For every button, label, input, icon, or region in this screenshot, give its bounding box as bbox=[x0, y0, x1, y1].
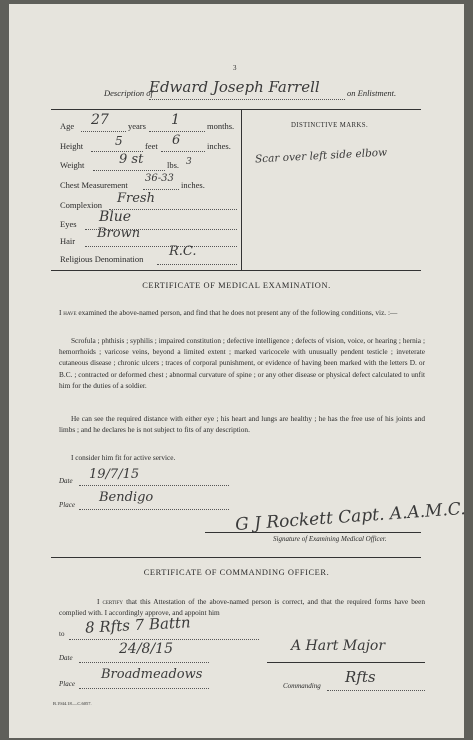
religion-label: Religious Denomination bbox=[60, 254, 144, 264]
medical-para-1-text: examined the above-named person, and find that he does not present any of the following conditions, viz. :— bbox=[78, 308, 398, 317]
commanding-para bbox=[59, 596, 425, 618]
medical-place-line bbox=[79, 509, 229, 510]
complexion-label: Complexion bbox=[60, 200, 103, 210]
hair-line bbox=[85, 246, 237, 247]
description-prefix: Description of bbox=[104, 88, 153, 98]
column-divider bbox=[241, 110, 242, 270]
medical-date-value: 19/7/15 bbox=[89, 467, 140, 482]
distinctive-marks-label: DISTINCTIVE MARKS. bbox=[291, 122, 369, 129]
medical-place-label: Place bbox=[59, 501, 75, 509]
commanding-label: Commanding bbox=[283, 682, 321, 690]
hair-label: Hair bbox=[60, 236, 76, 246]
feet-label: feet bbox=[145, 141, 158, 151]
commanding-place-line bbox=[79, 688, 209, 689]
commanding-date-line bbox=[79, 662, 209, 663]
age-label: Age bbox=[60, 121, 75, 131]
chest-unit: inches. bbox=[181, 180, 205, 190]
recruit-name: Edward Joseph Farrell bbox=[149, 78, 320, 96]
commanding-date-label: Date bbox=[59, 654, 73, 662]
height-feet: 5 bbox=[115, 134, 123, 148]
description-suffix: on Enlistment. bbox=[347, 88, 397, 98]
commanding-place-label: Place bbox=[59, 680, 75, 688]
officer-signature: A Hart Major bbox=[291, 638, 386, 654]
medical-para-2: Scrofula ; phthisis ; syphilis ; impaired constitution ; defective intelligence ; defects of vision, voice, or hearing ; hernia ; hemorrhoids ; varicose veins, beyond a limited extent ; marked varicocele with unusually pendent testicle ; inveterate cutaneous disease ; chronic ulcers ; traces of corporal punishment, or evidence of having been marked with the letters D. or B.C. ; contracted or deformed chest ; abnormal curvature of spine ; or any other disease or physical defect calculated to unfit him for the duties of a soldier. bbox=[59, 336, 425, 390]
religion-value: R.C. bbox=[169, 244, 197, 259]
eyes-label: Eyes bbox=[60, 219, 77, 229]
top-rule bbox=[51, 109, 421, 110]
medical-para-3: He can see the required distance with either eye ; his heart and lungs are healthy ; he has the free use of his joints and limbs ; and he declares he is not subject to fits of any description. bbox=[59, 414, 425, 435]
medical-date-line bbox=[79, 485, 229, 486]
age-months: 1 bbox=[171, 112, 180, 128]
commanding-date-value: 24/8/15 bbox=[119, 641, 173, 657]
page-number: 3 bbox=[233, 64, 237, 72]
medical-officer-signature: G J Rockett Capt. A.A.M.C. bbox=[234, 498, 467, 536]
commanding-line bbox=[327, 690, 425, 691]
hair-value: Brown bbox=[97, 226, 141, 241]
eyes-value: Blue bbox=[99, 209, 132, 225]
medical-certificate-title: CERTIFICATE OF MEDICAL EXAMINATION. bbox=[142, 281, 331, 290]
medical-signature-caption: Signature of Examining Medical Officer. bbox=[273, 535, 387, 543]
medical-para-4: I consider him fit for active service. bbox=[71, 453, 176, 462]
height-inches: 6 bbox=[172, 133, 181, 148]
commanding-para-lead: I certify bbox=[97, 597, 124, 606]
to-line bbox=[69, 639, 259, 640]
commanding-certificate-title: CERTIFICATE OF COMMANDING OFFICER. bbox=[143, 568, 330, 577]
height-label: Height bbox=[60, 141, 84, 151]
weight-label: Weight bbox=[60, 160, 85, 170]
attestation-page bbox=[9, 4, 467, 738]
medical-para-1-lead: I have bbox=[59, 308, 77, 317]
medical-place-value: Bendigo bbox=[99, 490, 154, 505]
bottom-rule bbox=[51, 270, 421, 271]
age-years: 27 bbox=[91, 112, 109, 128]
religion-line bbox=[157, 264, 237, 265]
age-years-line bbox=[81, 131, 126, 132]
to-value: 8 Rfts 7 Battn bbox=[84, 613, 192, 637]
months-label: months. bbox=[207, 121, 235, 131]
inches-label: inches. bbox=[207, 141, 231, 151]
complexion-value: Fresh bbox=[117, 191, 155, 206]
commanding-place-value: Broadmeadows bbox=[101, 667, 203, 682]
to-label: to bbox=[59, 630, 65, 638]
medical-signature-line bbox=[205, 532, 421, 533]
distinctive-marks-value: Scar over left side elbow bbox=[254, 146, 388, 166]
height-inches-line bbox=[161, 151, 205, 152]
name-line bbox=[149, 99, 345, 100]
medical-para-1 bbox=[59, 307, 425, 318]
chest-value: 36-33 bbox=[145, 173, 174, 184]
medical-date-label: Date bbox=[59, 477, 73, 485]
commanding-para-text: that this Attestation of the above-named person is correct, and that the required forms have been complied with. I accordingly approve, and appoint him bbox=[59, 597, 425, 618]
footer-code: B.1944.18.—C.6057. bbox=[53, 701, 92, 706]
chest-label: Chest Measurement bbox=[60, 180, 128, 190]
officer-signature-line bbox=[267, 662, 425, 663]
years-label: years bbox=[128, 121, 146, 131]
chest-line bbox=[143, 189, 179, 190]
commanding-value: Rfts bbox=[345, 668, 376, 686]
weight-lbs: 3 bbox=[186, 157, 192, 167]
weight-line bbox=[93, 170, 165, 171]
section-rule bbox=[51, 557, 421, 558]
age-months-line bbox=[149, 131, 205, 132]
weight-unit: lbs. bbox=[167, 160, 180, 170]
weight-value: 9 st bbox=[119, 152, 144, 167]
